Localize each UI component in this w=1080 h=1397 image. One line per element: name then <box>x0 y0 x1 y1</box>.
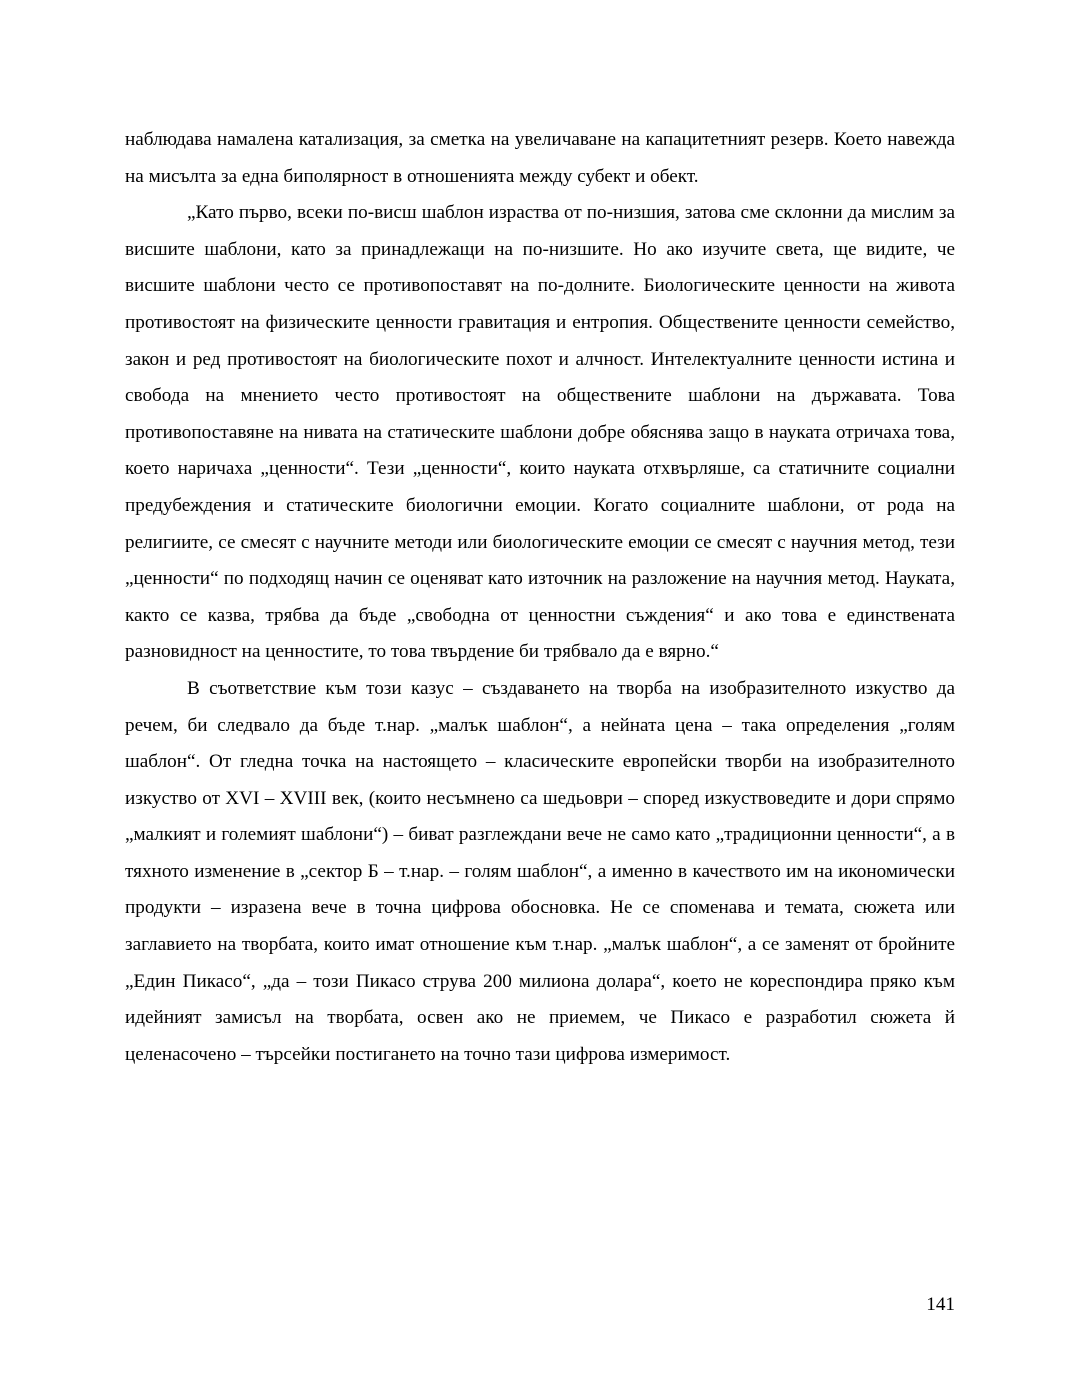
body-text <box>125 122 955 1073</box>
paragraph-case-analysis: В съответствие към този казус – създаването на творба на изобразителното изкуство да речем, би следвало да бъде т.нар. „малък шаблон“, а нейната цена – така определения „голям шаблон“. От гледна точка на настоящето – класическите европейски творби на изобразителното изкуство от XVI – XVIII век, (които несъмнено са шедьоври – според изкуствоведите и дори спрямо „малкият и големият шаблони“) – биват разглеждани вече не само като „традиционни ценности“, а в тяхното изменение в „сектор Б – т.нар. – голям шаблон“, а именно в качеството им на икономически продукти – изразена вече в точна цифрова обосновка. Не се споменава и темата, сюжета или заглавието на творбата, които имат отношение към т.нар. „малък шаблон“, а се заменят от бройните „Един Пикасо“, „да – този Пикасо струва 200 милиона долара“, което не кореспондира пряко към идейният замисъл на творбата, освен ако не приемем, че Пикасо е разработил сюжета й целенасочено – търсейки постигането на точно тази цифрова измеримост. <box>125 677 955 1065</box>
paragraph-quote: „Като първо, всеки по-висш шаблон израства от по-низшия, затова сме склонни да мислим за висшите шаблони, като за принадлежащи на по-низшите. Но ако изучите света, ще видите, че висшите шаблони често се противопоставят на по-долните. Биологическите ценности на живота противостоят на физическите ценности гравитация и ентропия. Обществените ценности семейство, закон и ред противостоят на биологическите похот и алчност. Интелектуалните ценности истина и свобода на мнението често противостоят на обществените шаблони на държавата. Това противопоставяне на нивата на статическите шаблони добре обяснява защо в науката отричаха това, което наричаха „ценности“. Тези „ценности“, които науката отхвърляше, са статичните социални предубеждения и статическите биологични емоции. Когато социалните шаблони, от рода на религиите, се смесят с научните методи или биологическите емоции се смесят с научния метод, тези „ценности“ по подходящ начин се оценяват като източник на разложение на научния метод. Науката, както се казва, трябва да бъде „свободна от ценностни съждения“ и ако това е единствената разновидност на ценностите, то това твърдение би трябвало да е вярно.“ <box>125 202 955 663</box>
page-number: 141 <box>926 1294 955 1315</box>
paragraph-continuation: наблюдава намалена катализация, за сметка на увеличаване на капацитетният резерв. Което навежда на мисълта за една биполярност в отношенията между субект и обект. <box>125 129 955 187</box>
